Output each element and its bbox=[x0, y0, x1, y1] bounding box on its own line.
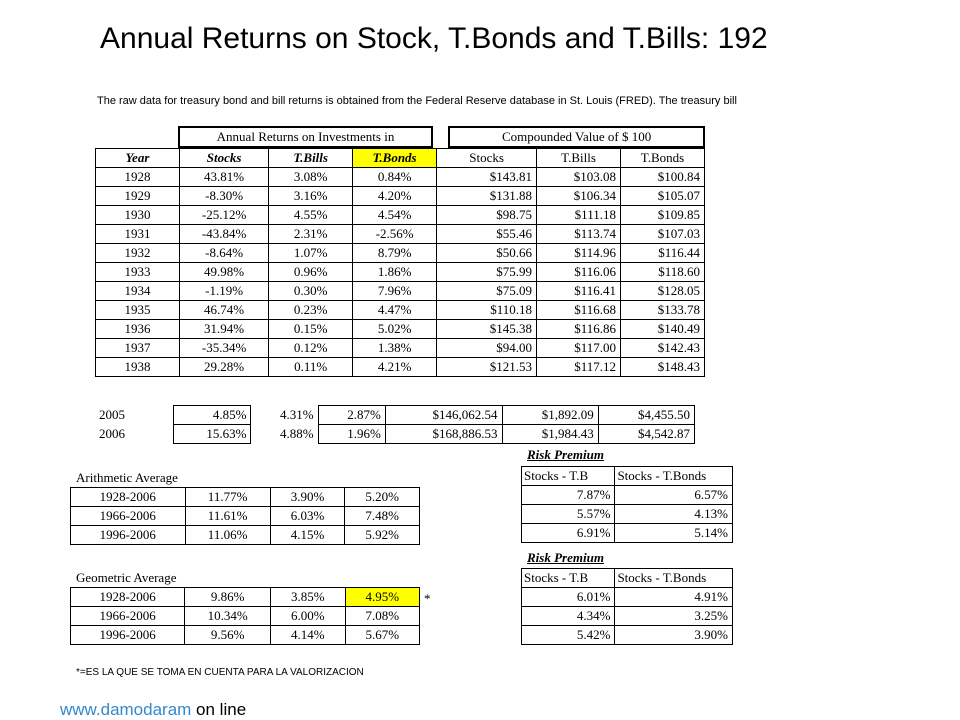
table-cell: 1996-2006 bbox=[71, 526, 186, 545]
table-row bbox=[96, 225, 705, 244]
table-cell: 5.14% bbox=[615, 524, 733, 543]
table-cell: 1938 bbox=[96, 358, 180, 377]
table-cell: 10.34% bbox=[185, 607, 271, 626]
table-cell: $117.00 bbox=[537, 339, 621, 358]
table-row bbox=[96, 282, 705, 301]
table-cell: 5.02% bbox=[353, 320, 437, 339]
table-cell: $113.74 bbox=[537, 225, 621, 244]
table-cell: $133.78 bbox=[620, 301, 704, 320]
table-row bbox=[71, 607, 420, 626]
table-cell: 46.74% bbox=[179, 301, 268, 320]
table-cell: 4.31% bbox=[280, 407, 314, 422]
table-cell: 4.34% bbox=[522, 607, 615, 626]
asterisk-marker: * bbox=[424, 591, 431, 606]
table-cell: 1928-2006 bbox=[71, 488, 186, 507]
table-cell: 11.61% bbox=[185, 507, 270, 526]
table-cell: 11.06% bbox=[185, 526, 270, 545]
table-cell: 5.57% bbox=[522, 505, 615, 524]
table-cell: 0.11% bbox=[269, 358, 353, 377]
rp-header-stocks-tb: Stocks - T.B bbox=[522, 467, 615, 486]
table-cell: $94.00 bbox=[437, 339, 537, 358]
table-cell: 1937 bbox=[96, 339, 180, 358]
table-cell: 4.95% bbox=[345, 588, 419, 607]
table-row bbox=[96, 263, 705, 282]
table-cell: 1928 bbox=[96, 168, 180, 187]
table-cell: 7.48% bbox=[345, 507, 420, 526]
table-cell: 7.96% bbox=[353, 282, 437, 301]
page-title: Annual Returns on Stock, T.Bonds and T.Bills: 192 bbox=[100, 22, 768, 55]
table-row bbox=[96, 339, 705, 358]
arithmetic-average-label: Arithmetic Average bbox=[76, 470, 178, 485]
table-cell: 5.42% bbox=[522, 626, 615, 645]
table-cell: $116.86 bbox=[537, 320, 621, 339]
table-cell: $106.34 bbox=[537, 187, 621, 206]
footnote: *=ES LA QUE SE TOMA EN CUENTA PARA LA VALORIZACION bbox=[76, 667, 364, 678]
table-cell: $111.18 bbox=[537, 206, 621, 225]
table-cell: 4.85% bbox=[174, 406, 251, 425]
table-cell: $4,455.50 bbox=[598, 406, 694, 425]
table-cell: 2.87% bbox=[318, 406, 385, 425]
table-cell: 4.91% bbox=[615, 588, 733, 607]
table-row bbox=[96, 244, 705, 263]
table-cell: 49.98% bbox=[179, 263, 268, 282]
table-cell: 4.47% bbox=[353, 301, 437, 320]
header-tbonds-value: T.Bonds bbox=[620, 149, 704, 168]
table-cell: $103.08 bbox=[537, 168, 621, 187]
rp-header-stocks-tb: Stocks - T.B bbox=[522, 569, 615, 588]
table-cell: 3.08% bbox=[269, 168, 353, 187]
table-row bbox=[96, 301, 705, 320]
table-cell: 5.20% bbox=[345, 488, 420, 507]
table-cell: $143.81 bbox=[437, 168, 537, 187]
table-cell: -8.64% bbox=[179, 244, 268, 263]
table-cell: 29.28% bbox=[179, 358, 268, 377]
table-row bbox=[71, 488, 420, 507]
risk-premium-arith-table bbox=[521, 466, 733, 543]
table-cell: $116.06 bbox=[537, 263, 621, 282]
table-cell: 1996-2006 bbox=[71, 626, 185, 645]
header-tbonds: T.Bonds bbox=[353, 149, 437, 168]
table-row bbox=[522, 524, 733, 543]
table-cell: 2.31% bbox=[269, 225, 353, 244]
table-cell: $116.41 bbox=[537, 282, 621, 301]
header-tbills: T.Bills bbox=[269, 149, 353, 168]
table-row bbox=[96, 320, 705, 339]
table-cell: 7.87% bbox=[522, 486, 615, 505]
table-cell: -43.84% bbox=[179, 225, 268, 244]
recent-years-table bbox=[95, 405, 695, 444]
table-row bbox=[96, 168, 705, 187]
table-cell: -8.30% bbox=[179, 187, 268, 206]
table-row bbox=[522, 505, 733, 524]
table-cell: 1.96% bbox=[318, 425, 385, 444]
risk-premium-geo-table bbox=[521, 568, 733, 645]
table-row bbox=[95, 406, 695, 425]
table-row bbox=[522, 626, 733, 645]
table-cell: $128.05 bbox=[620, 282, 704, 301]
table-cell: 1935 bbox=[96, 301, 180, 320]
table-cell: 1931 bbox=[96, 225, 180, 244]
table-row bbox=[96, 187, 705, 206]
table-cell: 4.15% bbox=[270, 526, 345, 545]
table-cell: 4.21% bbox=[353, 358, 437, 377]
table-cell: 1.07% bbox=[269, 244, 353, 263]
table-cell: 8.79% bbox=[353, 244, 437, 263]
table-cell: 4.88% bbox=[280, 426, 314, 441]
table-cell: $116.44 bbox=[620, 244, 704, 263]
table-cell: $1,984.43 bbox=[502, 425, 598, 444]
table-cell: 1928-2006 bbox=[71, 588, 185, 607]
group-header-table bbox=[178, 126, 705, 148]
table-cell: 11.77% bbox=[185, 488, 270, 507]
table-cell: 0.30% bbox=[269, 282, 353, 301]
table-cell: -25.12% bbox=[179, 206, 268, 225]
table-row bbox=[71, 588, 420, 607]
table-cell: 6.00% bbox=[271, 607, 345, 626]
table-cell: 3.16% bbox=[269, 187, 353, 206]
table-cell: $50.66 bbox=[437, 244, 537, 263]
table-cell: 5.92% bbox=[345, 526, 420, 545]
table-cell: 15.63% bbox=[174, 425, 251, 444]
geometric-average-table bbox=[70, 587, 420, 645]
geometric-average-label: Geometric Average bbox=[76, 570, 177, 585]
link-suffix: on line bbox=[191, 700, 247, 719]
table-cell: $75.99 bbox=[437, 263, 537, 282]
source-link[interactable]: www.damodaram bbox=[60, 700, 192, 719]
table-cell: 43.81% bbox=[179, 168, 268, 187]
table-cell: $107.03 bbox=[620, 225, 704, 244]
header-stocks: Stocks bbox=[179, 149, 268, 168]
table-cell: 3.90% bbox=[270, 488, 345, 507]
table-cell: 7.08% bbox=[345, 607, 419, 626]
table-row bbox=[71, 526, 420, 545]
table-cell: 3.85% bbox=[271, 588, 345, 607]
rp-header-stocks-tbonds: Stocks - T.Bonds bbox=[615, 569, 733, 588]
header-year: Year bbox=[96, 149, 180, 168]
table-cell: 9.56% bbox=[185, 626, 271, 645]
table-row bbox=[522, 486, 733, 505]
header-stocks-value: Stocks bbox=[437, 149, 537, 168]
table-cell: 4.55% bbox=[269, 206, 353, 225]
table-cell: 1936 bbox=[96, 320, 180, 339]
table-cell: 4.54% bbox=[353, 206, 437, 225]
table-cell: $145.38 bbox=[437, 320, 537, 339]
group-header-returns: Annual Returns on Investments in bbox=[179, 127, 432, 147]
table-cell: 4.13% bbox=[615, 505, 733, 524]
table-cell: $114.96 bbox=[537, 244, 621, 263]
table-cell: $117.12 bbox=[537, 358, 621, 377]
table-cell: $142.43 bbox=[620, 339, 704, 358]
table-cell: 9.86% bbox=[185, 588, 271, 607]
table-cell: $105.07 bbox=[620, 187, 704, 206]
table-cell: 5.67% bbox=[345, 626, 419, 645]
table-row bbox=[71, 507, 420, 526]
table-body bbox=[96, 168, 705, 377]
table-cell: 0.84% bbox=[353, 168, 437, 187]
table-cell: $4,542.87 bbox=[598, 425, 694, 444]
table-cell: $116.68 bbox=[537, 301, 621, 320]
table-cell: 3.25% bbox=[615, 607, 733, 626]
table-cell: $1,892.09 bbox=[502, 406, 598, 425]
table-cell: $110.18 bbox=[437, 301, 537, 320]
table-cell: 2005 bbox=[99, 407, 125, 422]
table-cell: 4.20% bbox=[353, 187, 437, 206]
table-cell: 6.03% bbox=[270, 507, 345, 526]
table-cell: 1929 bbox=[96, 187, 180, 206]
table-cell: 1934 bbox=[96, 282, 180, 301]
table-cell: 1933 bbox=[96, 263, 180, 282]
table-cell: $55.46 bbox=[437, 225, 537, 244]
table-cell: 4.14% bbox=[271, 626, 345, 645]
arithmetic-average-table bbox=[70, 487, 420, 545]
table-row bbox=[96, 358, 705, 377]
risk-premium-label-arith: Risk Premium bbox=[527, 447, 604, 462]
table-cell: $75.09 bbox=[437, 282, 537, 301]
table-cell: 0.23% bbox=[269, 301, 353, 320]
table-cell: 1932 bbox=[96, 244, 180, 263]
table-cell: 6.91% bbox=[522, 524, 615, 543]
subtitle-note: The raw data for treasury bond and bill returns is obtained from the Federal Reserve database in St. Louis (FRED). The treasury bill bbox=[97, 95, 737, 107]
table-cell: 1.38% bbox=[353, 339, 437, 358]
table-cell: 2006 bbox=[99, 426, 125, 441]
table-cell: $131.88 bbox=[437, 187, 537, 206]
table-row bbox=[522, 607, 733, 626]
table-cell: 1930 bbox=[96, 206, 180, 225]
table-cell: 6.01% bbox=[522, 588, 615, 607]
table-cell: -2.56% bbox=[353, 225, 437, 244]
table-cell: 1966-2006 bbox=[71, 507, 186, 526]
table-cell: 1.86% bbox=[353, 263, 437, 282]
source-link-line bbox=[60, 700, 246, 720]
risk-premium-label-geo: Risk Premium bbox=[527, 550, 604, 565]
table-row bbox=[96, 206, 705, 225]
table-row bbox=[522, 588, 733, 607]
table-cell: 0.15% bbox=[269, 320, 353, 339]
table-cell: $148.43 bbox=[620, 358, 704, 377]
table-cell: $98.75 bbox=[437, 206, 537, 225]
table-cell: $100.84 bbox=[620, 168, 704, 187]
table-cell: 1966-2006 bbox=[71, 607, 185, 626]
table-cell: $118.60 bbox=[620, 263, 704, 282]
table-cell: $168,886.53 bbox=[385, 425, 502, 444]
table-cell: 6.57% bbox=[615, 486, 733, 505]
table-cell: 3.90% bbox=[615, 626, 733, 645]
table-row bbox=[71, 626, 420, 645]
table-cell: $109.85 bbox=[620, 206, 704, 225]
table-row bbox=[95, 425, 695, 444]
group-header-compounded: Compounded Value of $ 100 bbox=[449, 127, 704, 147]
table-cell: 31.94% bbox=[179, 320, 268, 339]
table-cell: $140.49 bbox=[620, 320, 704, 339]
table-cell: $146,062.54 bbox=[385, 406, 502, 425]
table-cell: 0.12% bbox=[269, 339, 353, 358]
table-cell: 0.96% bbox=[269, 263, 353, 282]
table-cell: -1.19% bbox=[179, 282, 268, 301]
table-cell: $121.53 bbox=[437, 358, 537, 377]
annual-returns-table bbox=[95, 148, 705, 377]
table-header-row bbox=[96, 149, 705, 168]
rp-header-stocks-tbonds: Stocks - T.Bonds bbox=[615, 467, 733, 486]
table-cell: -35.34% bbox=[179, 339, 268, 358]
header-tbills-value: T.Bills bbox=[537, 149, 621, 168]
